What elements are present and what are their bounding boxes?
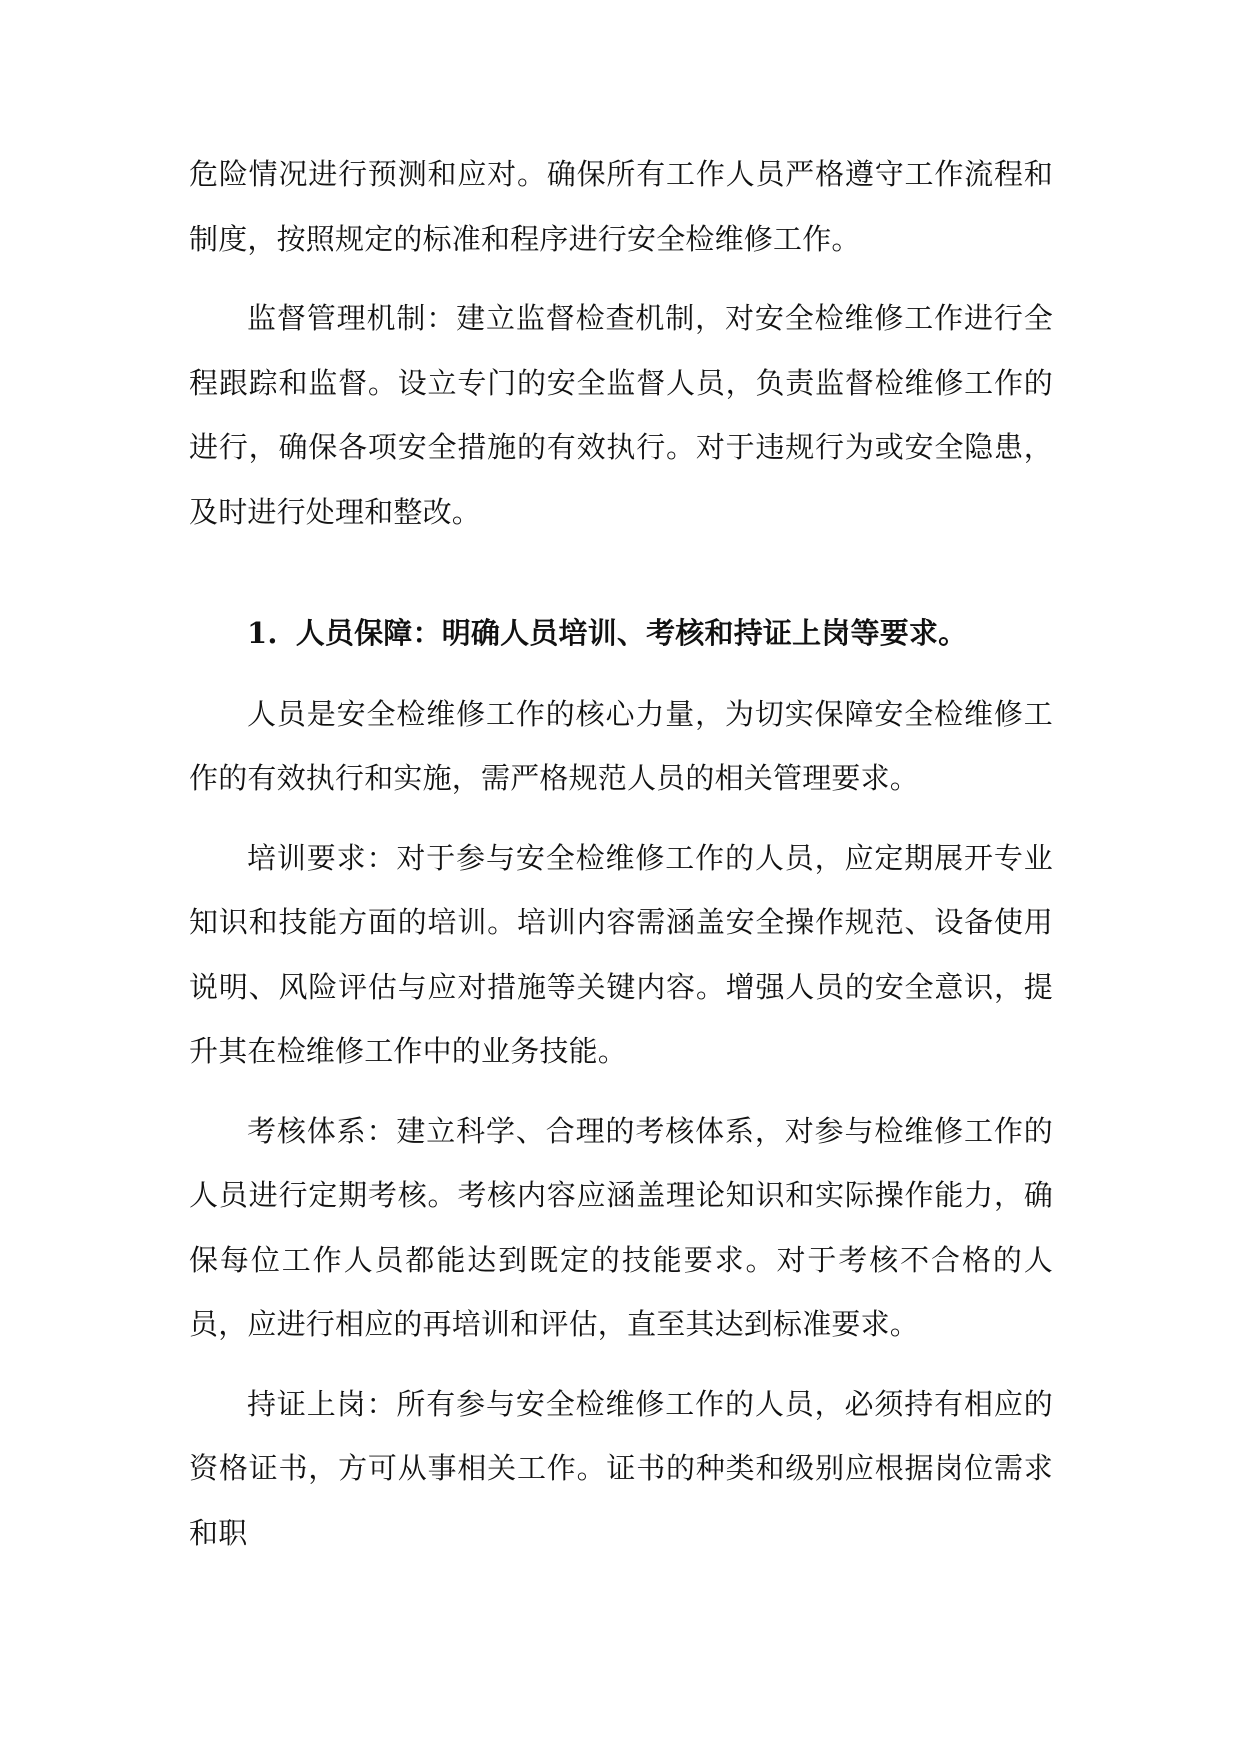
paragraph-certification: 持证上岗：所有参与安全检维修工作的人员，必须持有相应的资格证书，方可从事相关工作。证书的种类和级别应根据岗位需求和职 — [189, 1386, 1053, 1550]
paragraph-training-requirements: 培训要求：对于参与安全检维修工作的人员，应定期展开专业知识和技能方面的培训。培训内容需涵盖安全操作规范、设备使用说明、风险评估与应对措施等关键内容。增强人员的安全意识，提升其在检维修工作中的业务技能。 — [189, 840, 1053, 1068]
document-body — [189, 142, 1053, 1580]
paragraph-continuation: 危险情况进行预测和应对。确保所有工作人员严格遵守工作流程和制度，按照规定的标准和程序进行安全检维修工作。 — [189, 157, 1053, 256]
paragraph-personnel-intro: 人员是安全检维修工作的核心力量，为切实保障安全检维修工作的有效执行和实施，需严格规范人员的相关管理要求。 — [189, 696, 1053, 795]
section-heading-number: 1. — [247, 616, 278, 650]
section-heading — [189, 601, 1053, 666]
paragraph-assessment-system: 考核体系：建立科学、合理的考核体系，对参与检维修工作的人员进行定期考核。考核内容应涵盖理论知识和实际操作能力，确保每位工作人员都能达到既定的技能要求。对于考核不合格的人员，应进行相应的再培训和评估，直至其达到标准要求。 — [189, 1113, 1053, 1341]
section-heading-text: 人员保障：明确人员培训、考核和持证上岗等要求。 — [295, 616, 968, 650]
paragraph-supervision-mechanism: 监督管理机制：建立监督检查机制，对安全检维修工作进行全程跟踪和监督。设立专门的安全监督人员，负责监督检维修工作的进行，确保各项安全措施的有效执行。对于违规行为或安全隐患，及时进行处理和整改。 — [189, 301, 1053, 529]
